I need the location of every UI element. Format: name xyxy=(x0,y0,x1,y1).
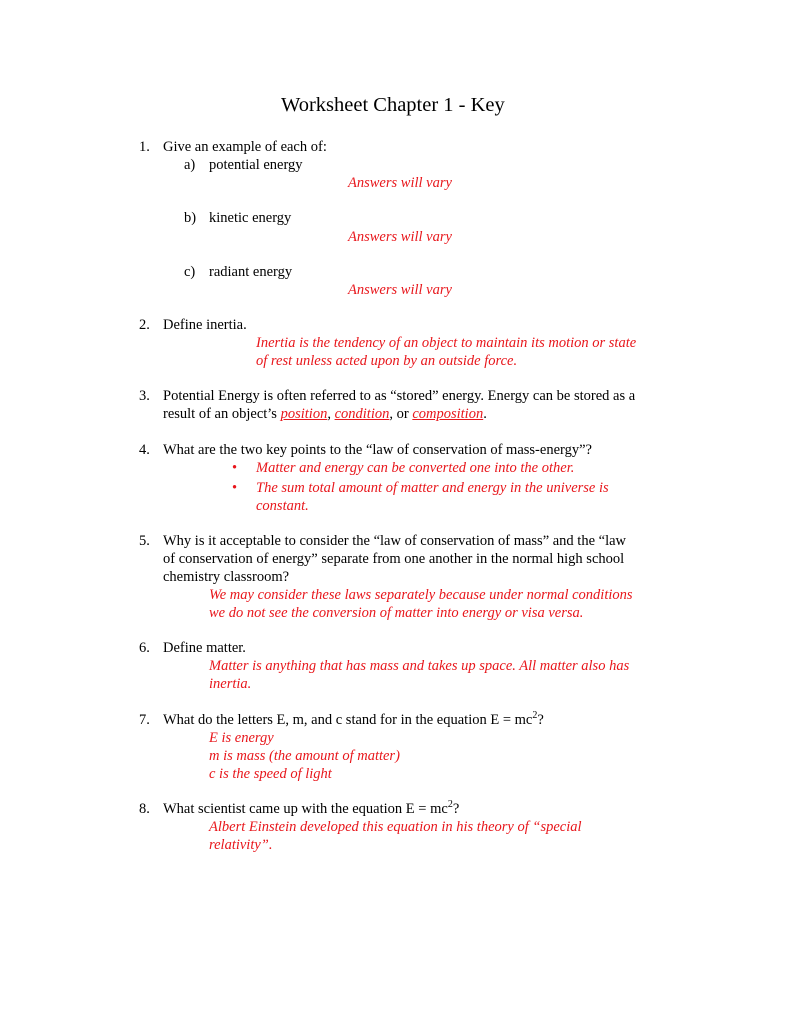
text-segment: What do the letters E, m, and c stand for in the equation E = mc xyxy=(163,712,533,728)
answer-text: We may consider these laws separately because under normal conditions xyxy=(209,587,633,603)
text-segment: , or xyxy=(389,406,413,422)
text-segment: result of an object’s xyxy=(163,406,281,422)
answer-text: Answers will vary xyxy=(348,282,452,298)
question-text: of conservation of energy” separate from one another in the normal high school xyxy=(163,551,625,567)
question-number: 5. xyxy=(139,533,150,549)
answer-text: c is the speed of light xyxy=(209,766,332,782)
question-text-line-2 xyxy=(163,405,487,423)
question-text: What are the two key points to the “law of conservation of mass-energy”? xyxy=(163,442,592,458)
question-text: Define matter. xyxy=(163,640,246,656)
question-text: Define inertia. xyxy=(163,317,247,333)
question-number: 4. xyxy=(139,442,150,458)
question-text: Potential Energy is often referred to as “stored” energy. Energy can be stored as a xyxy=(163,388,636,404)
answer-text: Matter and energy can be converted one into the other. xyxy=(256,460,575,476)
answer-text: Matter is anything that has mass and takes up space. All matter also has xyxy=(209,658,630,674)
bullet-icon: • xyxy=(232,480,238,496)
answer-text: The sum total amount of matter and energy in the universe is xyxy=(256,480,609,496)
answer-text: E is energy xyxy=(209,730,274,746)
answer-text: inertia. xyxy=(209,676,252,692)
answer-text: Inertia is the tendency of an object to maintain its motion or state xyxy=(256,335,637,351)
sub-label: a) xyxy=(184,157,196,173)
answer-text: m is mass (the amount of matter) xyxy=(209,748,400,764)
answer-text: Answers will vary xyxy=(348,175,452,191)
answer-blank-position: position xyxy=(280,406,328,422)
superscript: 2 xyxy=(447,799,453,811)
sub-label: b) xyxy=(184,210,197,226)
answer-blank-condition: condition xyxy=(334,406,390,422)
question-number: 8. xyxy=(139,801,150,817)
question-text xyxy=(163,800,459,818)
sub-label: c) xyxy=(184,264,196,280)
question-text: Give an example of each of: xyxy=(163,139,327,155)
answer-text: relativity”. xyxy=(209,837,273,853)
question-number: 3. xyxy=(139,388,150,404)
page-title: Worksheet Chapter 1 - Key xyxy=(281,94,505,116)
text-segment: , xyxy=(327,406,335,422)
question-number: 1. xyxy=(139,139,150,155)
sub-text: kinetic energy xyxy=(209,210,292,226)
question-number: 7. xyxy=(139,712,150,728)
question-number: 2. xyxy=(139,317,150,333)
question-text: Why is it acceptable to consider the “law of conservation of mass” and the “law xyxy=(163,533,627,549)
text-segment: ? xyxy=(452,801,460,817)
superscript: 2 xyxy=(532,710,538,722)
answer-text: Answers will vary xyxy=(348,229,452,245)
sub-text: radiant energy xyxy=(209,264,293,280)
text-segment: What scientist came up with the equation E = mc xyxy=(163,801,448,817)
answer-text: constant. xyxy=(256,498,309,514)
question-text: chemistry classroom? xyxy=(163,569,290,585)
text-segment: . xyxy=(483,406,487,422)
text-segment: ? xyxy=(537,712,544,728)
answer-blank-composition: composition xyxy=(412,406,484,422)
answer-text: of rest unless acted upon by an outside force. xyxy=(256,353,518,369)
question-number: 6. xyxy=(139,640,150,656)
bullet-icon: • xyxy=(232,460,238,476)
answer-text: we do not see the conversion of matter into energy or visa versa. xyxy=(209,605,584,621)
question-text xyxy=(163,711,544,729)
sub-text: potential energy xyxy=(209,157,303,173)
answer-text: Albert Einstein developed this equation in his theory of “special xyxy=(209,819,582,835)
